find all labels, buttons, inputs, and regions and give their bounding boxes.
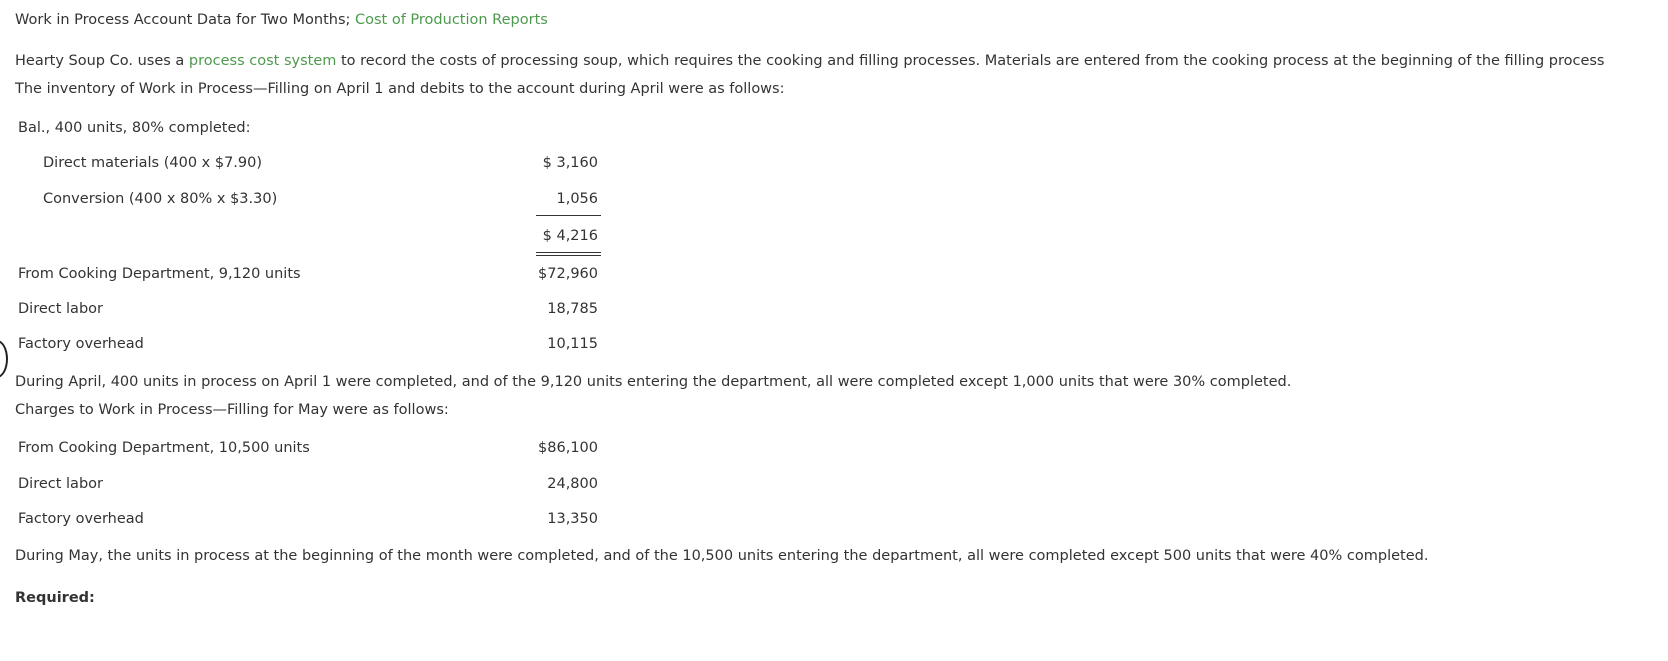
- may-charges-intro: Charges to Work in Process—Filling for May were as follows:: [15, 402, 449, 418]
- table-row: [18, 153, 638, 173]
- conversion-label: Conversion (400 x 80% x $3.30): [43, 191, 278, 207]
- direct-labor-label: Direct labor: [18, 301, 103, 317]
- intro-paragraph-line1: [15, 51, 1604, 71]
- table-row: [18, 189, 638, 209]
- direct-materials-value: $ 3,160: [542, 155, 598, 171]
- table-row: [18, 299, 638, 319]
- subtotal-rule: [536, 215, 601, 216]
- process-cost-system-link[interactable]: process cost system: [188, 53, 337, 69]
- edge-cutoff-arc: [0, 340, 8, 378]
- may-factory-overhead-label: Factory overhead: [18, 511, 144, 527]
- table-row: [18, 334, 638, 354]
- cooking-department-value: $72,960: [538, 266, 598, 282]
- table-row: [18, 509, 638, 529]
- april-completion-note: During April, 400 units in process on April 1 were completed, and of the 9,120 units entering the department, all were completed except 1,000 units that were 30% completed.: [15, 374, 1292, 390]
- balance-total-value: $ 4,216: [542, 228, 598, 244]
- factory-overhead-label: Factory overhead: [18, 336, 144, 352]
- cooking-department-label: From Cooking Department, 9,120 units: [18, 266, 301, 282]
- cost-of-production-reports-link[interactable]: Cost of Production Reports: [355, 12, 548, 28]
- table-row: [18, 264, 638, 284]
- intro-paragraph-line2: The inventory of Work in Process—Filling on April 1 and debits to the account during April were as follows:: [15, 81, 785, 97]
- factory-overhead-value: 10,115: [547, 336, 598, 352]
- direct-labor-value: 18,785: [547, 301, 598, 317]
- table-row: [18, 226, 638, 246]
- total-double-rule: [536, 252, 601, 256]
- may-direct-labor-value: 24,800: [547, 476, 598, 492]
- direct-materials-label: Direct materials (400 x $7.90): [43, 155, 263, 171]
- intro-text-part2: to record the costs of processing soup, which requires the cooking and filling processes. Materials are entered from the cooking process at the beginning of the filling process: [336, 53, 1605, 69]
- intro-text-part1: Hearty Soup Co. uses a: [15, 53, 189, 69]
- table-row: [18, 118, 638, 138]
- may-completion-note: During May, the units in process at the beginning of the month were completed, and of the 10,500 units entering the department, all were completed except 500 units that were 40% completed.: [15, 548, 1429, 564]
- required-heading: Required:: [15, 590, 95, 606]
- may-factory-overhead-value: 13,350: [547, 511, 598, 527]
- table-row: [18, 474, 638, 494]
- may-cooking-department-label: From Cooking Department, 10,500 units: [18, 440, 310, 456]
- may-cooking-department-value: $86,100: [538, 440, 598, 456]
- title-text: Work in Process Account Data for Two Months;: [15, 12, 355, 28]
- balance-label: Bal., 400 units, 80% completed:: [18, 120, 251, 136]
- may-direct-labor-label: Direct labor: [18, 476, 103, 492]
- conversion-value: 1,056: [556, 191, 598, 207]
- table-row: [18, 438, 638, 458]
- problem-title: [15, 10, 548, 30]
